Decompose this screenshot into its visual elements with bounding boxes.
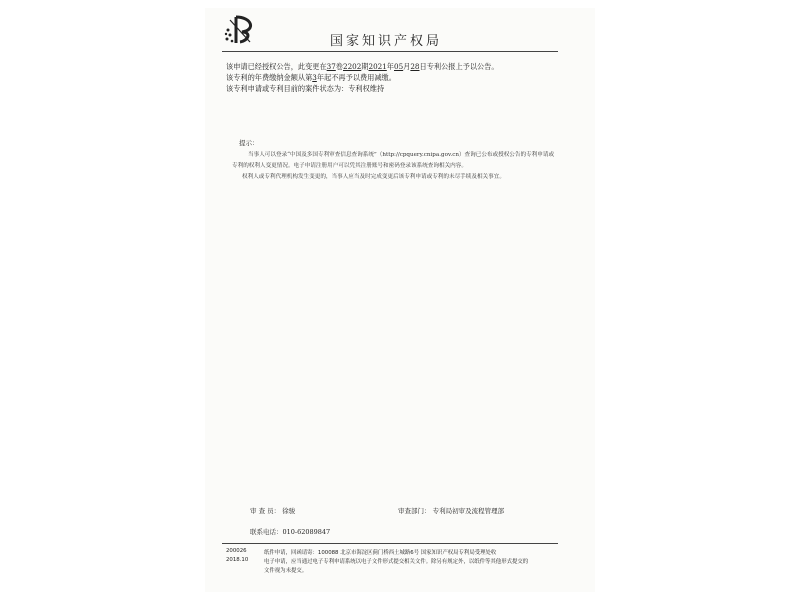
contact-phone: 联系电话：010-62089847 (250, 528, 331, 536)
footer-divider (222, 543, 558, 544)
case-status-line: 该专利申请或专利目前的案件状态为：专利权维持 (226, 84, 385, 93)
org-name: 国家知识产权局 (330, 34, 443, 49)
document-sheet (205, 8, 595, 592)
electronic-note: 电子申请，应当通过电子专利申请系统以电子文件形式提交相关文件。除另有规定外，以纸件等其他形式提交的 (264, 559, 529, 565)
announcement-line: 该申请已经授权公告，此变更在37卷2202期2021年05月28日专利公报上予以公告。 (226, 62, 499, 71)
tip-line-3: 权利人或专利代理机构发生变更的，当事人应当及时完成变更后该专利申请或专利的未尽手续及相关事宜。 (242, 174, 505, 180)
tip-line-2: 专利的权利人变更情况。电子申请注册用户可以凭其注册账号和密码登录该系统查询相关内容。 (232, 163, 467, 169)
header-divider (222, 51, 558, 52)
cnipa-emblem-icon (222, 14, 262, 46)
annual-fee-line: 该专利的年费缴纳金额从第3年起不再予以费用减缴。 (226, 73, 396, 82)
form-date: 2018.10 (226, 557, 249, 563)
form-code: 200026 (226, 548, 247, 554)
department: 审查部门： 专利局初审及流程管理部 (398, 507, 505, 515)
examiner: 审 查 员： 徐骏 (250, 507, 296, 515)
electronic-note-cont: 文件视为未提交。 (264, 568, 308, 574)
tip-line-1: 当事人可以登录“中国及多国专利审查信息查询系统”（http://cpquery.cnipa.gov.cn）查询已公布或授权公告的专利申请或 (248, 152, 555, 158)
tips-title: 提示： (239, 139, 259, 147)
mail-note: 纸件申请，回函请寄：100088 北京市海淀区蓟门桥西土城路6号 国家知识产权局专利局受理处收 (264, 550, 497, 556)
